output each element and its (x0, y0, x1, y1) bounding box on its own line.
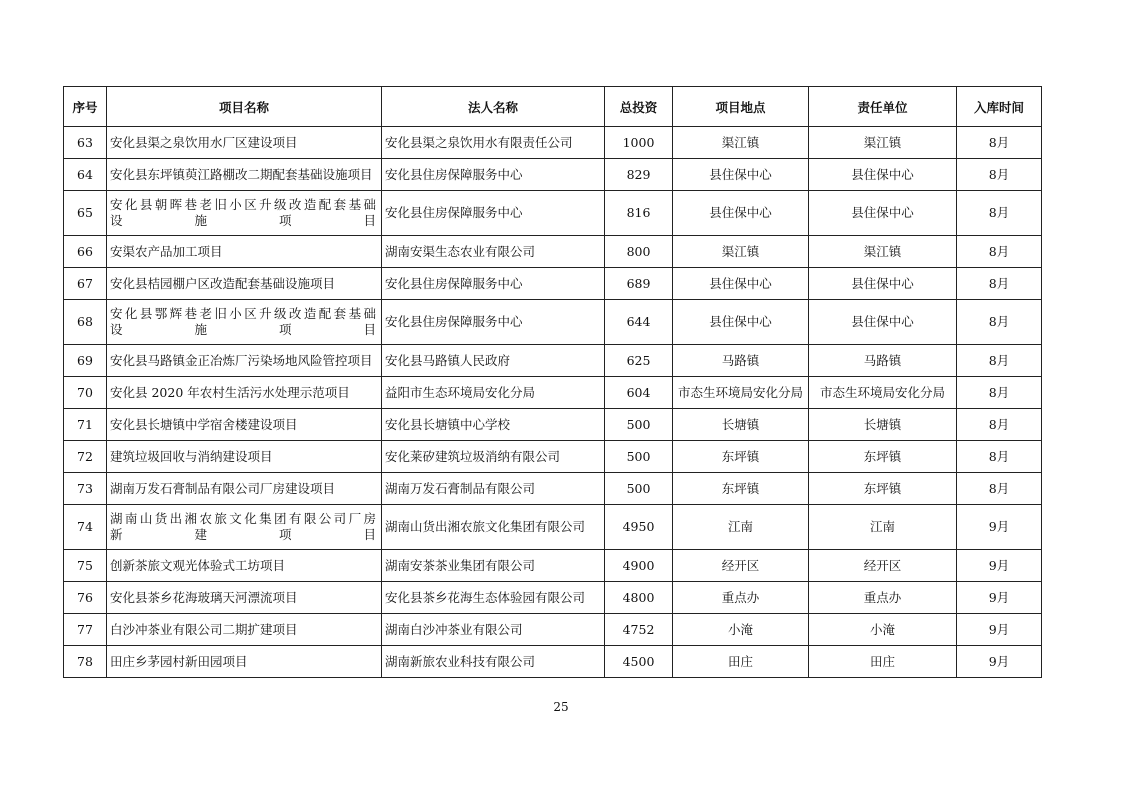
cell-no: 70 (64, 377, 107, 409)
table-row (64, 473, 1042, 505)
table-row (64, 550, 1042, 582)
cell-name: 安化县东坪镇萸江路棚改二期配套基础设施项目 (107, 159, 382, 191)
cell-legal: 安化县住房保障服务中心 (382, 300, 605, 345)
cell-time: 8月 (957, 191, 1042, 236)
header-name: 项目名称 (107, 87, 382, 127)
cell-no: 77 (64, 614, 107, 646)
cell-legal: 安化莱矽建筑垃圾消纳有限公司 (382, 441, 605, 473)
cell-time: 9月 (957, 582, 1042, 614)
cell-invest: 800 (605, 236, 673, 268)
cell-location: 马路镇 (673, 345, 809, 377)
cell-invest: 625 (605, 345, 673, 377)
cell-no: 74 (64, 505, 107, 550)
cell-no: 78 (64, 646, 107, 678)
header-row (64, 87, 1042, 127)
cell-no: 64 (64, 159, 107, 191)
cell-legal: 安化县茶乡花海生态体验园有限公司 (382, 582, 605, 614)
project-table (63, 86, 1042, 678)
cell-name: 建筑垃圾回收与消纳建设项目 (107, 441, 382, 473)
cell-legal: 安化县住房保障服务中心 (382, 191, 605, 236)
cell-legal: 安化县住房保障服务中心 (382, 159, 605, 191)
cell-no: 71 (64, 409, 107, 441)
cell-no: 75 (64, 550, 107, 582)
cell-no: 72 (64, 441, 107, 473)
header-time: 入库时间 (957, 87, 1042, 127)
cell-time: 8月 (957, 345, 1042, 377)
table-row (64, 505, 1042, 550)
cell-no: 73 (64, 473, 107, 505)
cell-location: 县住保中心 (673, 191, 809, 236)
cell-time: 9月 (957, 646, 1042, 678)
cell-unit: 江南 (809, 505, 957, 550)
cell-legal: 湖南白沙冲茶业有限公司 (382, 614, 605, 646)
cell-unit: 县住保中心 (809, 191, 957, 236)
cell-name: 安化县鄂辉巷老旧小区升级改造配套基础设施项目 (107, 300, 382, 345)
cell-no: 63 (64, 127, 107, 159)
cell-legal: 湖南新旅农业科技有限公司 (382, 646, 605, 678)
cell-name: 安化县马路镇金正冶炼厂污染场地风险管控项目 (107, 345, 382, 377)
table-body (64, 127, 1042, 678)
cell-location: 东坪镇 (673, 441, 809, 473)
table-row (64, 345, 1042, 377)
cell-legal: 湖南安渠生态农业有限公司 (382, 236, 605, 268)
cell-legal: 安化县马路镇人民政府 (382, 345, 605, 377)
cell-invest: 500 (605, 441, 673, 473)
cell-location: 江南 (673, 505, 809, 550)
table-row (64, 268, 1042, 300)
cell-no: 69 (64, 345, 107, 377)
table-row (64, 127, 1042, 159)
table-row (64, 409, 1042, 441)
cell-name: 湖南山货出湘农旅文化集团有限公司厂房新建项目 (107, 505, 382, 550)
cell-invest: 4800 (605, 582, 673, 614)
cell-legal: 益阳市生态环境局安化分局 (382, 377, 605, 409)
cell-name: 安化县渠之泉饮用水厂区建设项目 (107, 127, 382, 159)
cell-time: 9月 (957, 505, 1042, 550)
cell-unit: 经开区 (809, 550, 957, 582)
cell-location: 渠江镇 (673, 127, 809, 159)
cell-legal: 安化县住房保障服务中心 (382, 268, 605, 300)
cell-invest: 4950 (605, 505, 673, 550)
cell-location: 重点办 (673, 582, 809, 614)
cell-time: 8月 (957, 236, 1042, 268)
cell-time: 8月 (957, 409, 1042, 441)
cell-invest: 4500 (605, 646, 673, 678)
cell-invest: 500 (605, 409, 673, 441)
cell-unit: 重点办 (809, 582, 957, 614)
cell-unit: 马路镇 (809, 345, 957, 377)
header-location: 项目地点 (673, 87, 809, 127)
cell-no: 76 (64, 582, 107, 614)
table-row (64, 614, 1042, 646)
cell-legal: 湖南山货出湘农旅文化集团有限公司 (382, 505, 605, 550)
table-row (64, 300, 1042, 345)
cell-unit: 东坪镇 (809, 473, 957, 505)
cell-location: 长塘镇 (673, 409, 809, 441)
cell-name: 湖南万发石膏制品有限公司厂房建设项目 (107, 473, 382, 505)
cell-unit: 长塘镇 (809, 409, 957, 441)
cell-time: 8月 (957, 441, 1042, 473)
cell-location: 小淹 (673, 614, 809, 646)
cell-location: 渠江镇 (673, 236, 809, 268)
cell-location: 县住保中心 (673, 268, 809, 300)
header-no: 序号 (64, 87, 107, 127)
cell-time: 8月 (957, 377, 1042, 409)
cell-name: 安化县 2020 年农村生活污水处理示范项目 (107, 377, 382, 409)
cell-unit: 渠江镇 (809, 236, 957, 268)
cell-name: 安渠农产品加工项目 (107, 236, 382, 268)
cell-legal: 安化县长塘镇中心学校 (382, 409, 605, 441)
table-row (64, 191, 1042, 236)
cell-name: 创新茶旅文观光体验式工坊项目 (107, 550, 382, 582)
cell-invest: 644 (605, 300, 673, 345)
table-row (64, 236, 1042, 268)
cell-invest: 689 (605, 268, 673, 300)
cell-name: 安化县茶乡花海玻璃天河漂流项目 (107, 582, 382, 614)
cell-unit: 田庄 (809, 646, 957, 678)
cell-location: 市态生环境局安化分局 (673, 377, 809, 409)
cell-legal: 湖南万发石膏制品有限公司 (382, 473, 605, 505)
header-invest: 总投资 (605, 87, 673, 127)
cell-location: 东坪镇 (673, 473, 809, 505)
cell-legal: 湖南安茶茶业集团有限公司 (382, 550, 605, 582)
cell-location: 县住保中心 (673, 159, 809, 191)
header-unit: 责任单位 (809, 87, 957, 127)
cell-invest: 1000 (605, 127, 673, 159)
cell-time: 9月 (957, 550, 1042, 582)
cell-unit: 渠江镇 (809, 127, 957, 159)
table-row (64, 441, 1042, 473)
cell-name: 安化县朝晖巷老旧小区升级改造配套基础设施项目 (107, 191, 382, 236)
table-row (64, 377, 1042, 409)
cell-invest: 4900 (605, 550, 673, 582)
cell-time: 8月 (957, 159, 1042, 191)
cell-unit: 市态生环境局安化分局 (809, 377, 957, 409)
cell-time: 8月 (957, 127, 1042, 159)
cell-unit: 东坪镇 (809, 441, 957, 473)
cell-location: 田庄 (673, 646, 809, 678)
cell-name: 安化县长塘镇中学宿舍楼建设项目 (107, 409, 382, 441)
table-header (64, 87, 1042, 127)
cell-no: 68 (64, 300, 107, 345)
cell-no: 67 (64, 268, 107, 300)
cell-no: 66 (64, 236, 107, 268)
table-row (64, 582, 1042, 614)
cell-name: 白沙冲茶业有限公司二期扩建项目 (107, 614, 382, 646)
cell-unit: 县住保中心 (809, 300, 957, 345)
cell-time: 8月 (957, 473, 1042, 505)
cell-invest: 816 (605, 191, 673, 236)
cell-invest: 829 (605, 159, 673, 191)
table-row (64, 159, 1042, 191)
cell-unit: 县住保中心 (809, 159, 957, 191)
cell-name: 安化县桔园棚户区改造配套基础设施项目 (107, 268, 382, 300)
cell-time: 9月 (957, 614, 1042, 646)
cell-name: 田庄乡茅园村新田园项目 (107, 646, 382, 678)
cell-time: 8月 (957, 300, 1042, 345)
cell-invest: 4752 (605, 614, 673, 646)
cell-location: 县住保中心 (673, 300, 809, 345)
cell-unit: 小淹 (809, 614, 957, 646)
page-number: 25 (553, 700, 569, 714)
cell-invest: 604 (605, 377, 673, 409)
cell-no: 65 (64, 191, 107, 236)
table-row (64, 646, 1042, 678)
cell-unit: 县住保中心 (809, 268, 957, 300)
cell-invest: 500 (605, 473, 673, 505)
cell-time: 8月 (957, 268, 1042, 300)
cell-legal: 安化县渠之泉饮用水有限责任公司 (382, 127, 605, 159)
header-legal: 法人名称 (382, 87, 605, 127)
cell-location: 经开区 (673, 550, 809, 582)
